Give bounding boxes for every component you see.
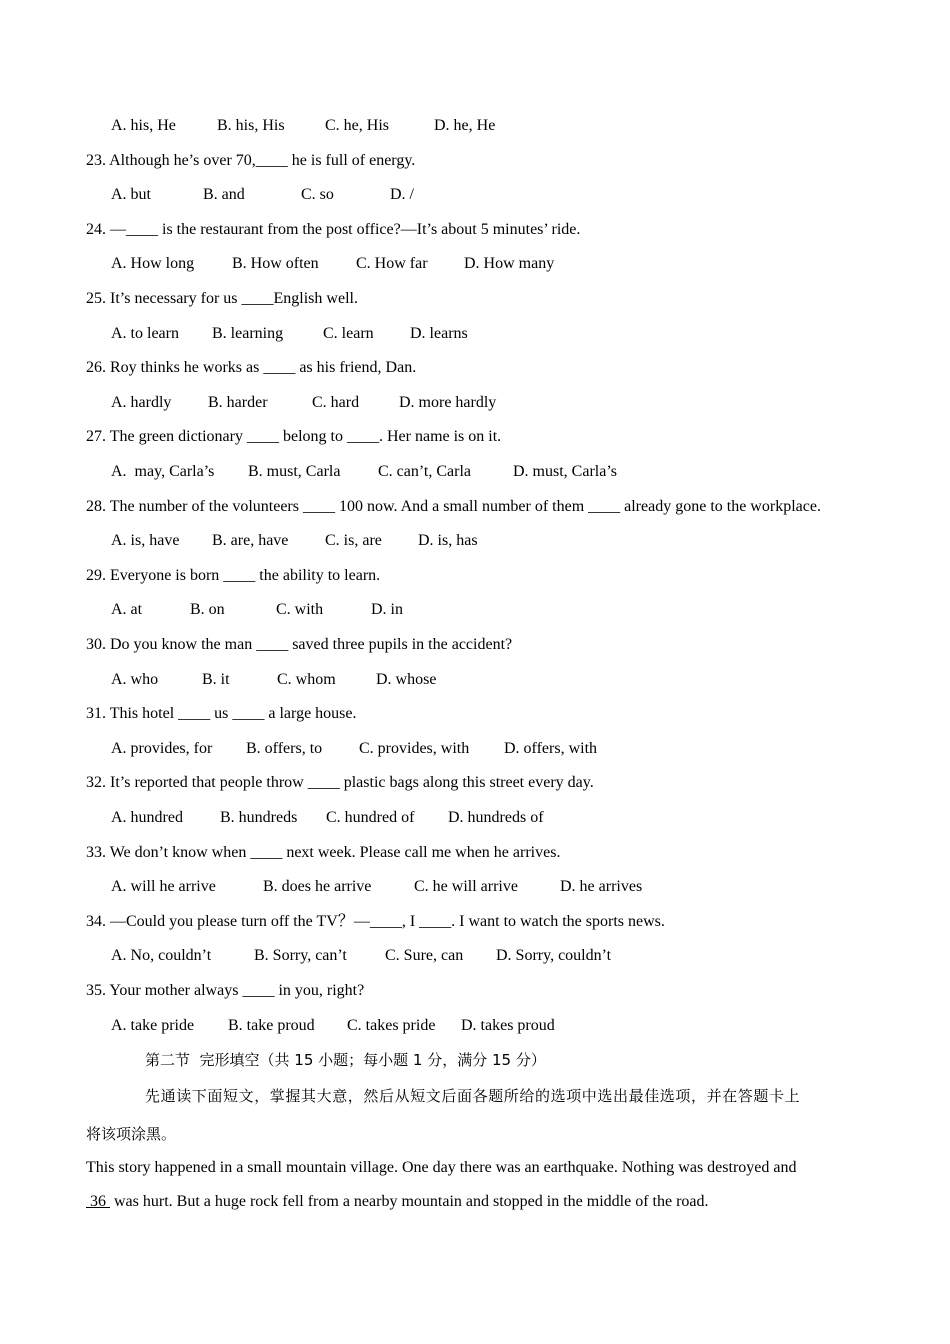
- option-c: C. so: [301, 186, 334, 204]
- option-c: C. Sure, can: [385, 947, 464, 965]
- option-d: D. hundreds of: [448, 809, 544, 826]
- option-b: B. hundreds: [220, 809, 298, 826]
- option-b: B. his, His: [217, 117, 285, 134]
- option-a: A. will he arrive: [111, 878, 216, 896]
- option-c: C. hard: [312, 393, 360, 411]
- passage-line-2-text: was hurt. But a huge rock fell from a nearby mountain and stopped in the middle of the road.: [110, 1193, 709, 1210]
- question-33: 33. We don’t know when ____ next week. Please call me when he arrives.: [86, 843, 561, 861]
- option-b: B. harder: [208, 393, 268, 411]
- option-c: C. with: [276, 601, 324, 619]
- option-d: D. must, Carla’s: [513, 463, 617, 480]
- option-c: C. takes pride: [347, 1016, 436, 1034]
- question-26: 26. Roy thinks he works as ____ as his friend, Dan.: [86, 359, 417, 377]
- option-d: D. in: [371, 601, 403, 619]
- option-d: D. he arrives: [560, 878, 643, 896]
- instruction-line-1: 先通读下面短文，掌握其大意，然后从短文后面各题所给的选项中选出最佳选项，并在答题卡上: [145, 1087, 801, 1105]
- option-a: A. his, He: [111, 117, 176, 134]
- option-a: A. to learn: [111, 324, 179, 342]
- option-d: D. /: [390, 186, 414, 204]
- option-d: D. Sorry, couldn’t: [496, 947, 612, 965]
- option-a: A. How long: [111, 255, 195, 273]
- option-b: B. How often: [232, 255, 319, 273]
- option-b: B. on: [190, 601, 225, 619]
- blank-36: 36: [86, 1193, 110, 1210]
- option-a: A. at: [111, 601, 143, 619]
- option-c: C. learn: [323, 324, 374, 342]
- option-b: B. must, Carla: [248, 463, 341, 480]
- instruction-line-2: 将该项涂黑。: [86, 1125, 177, 1143]
- option-b: B. offers, to: [246, 739, 323, 757]
- question-25: 25. It’s necessary for us ____English well.: [86, 290, 358, 307]
- option-b: B. are, have: [212, 532, 289, 550]
- option-c: C. whom: [277, 670, 336, 688]
- option-b: B. take proud: [228, 1016, 315, 1034]
- option-a: A. may, Carla’s: [111, 463, 215, 480]
- question-32: 32. It’s reported that people throw ____ plastic bags along this street every day.: [86, 774, 594, 792]
- option-b: B. does he arrive: [263, 878, 372, 896]
- option-c: C. provides, with: [359, 739, 470, 757]
- option-d: D. learns: [410, 324, 468, 342]
- option-a: A. take pride: [111, 1016, 195, 1034]
- option-d: D. takes proud: [461, 1016, 555, 1034]
- option-b: B. Sorry, can’t: [254, 947, 347, 965]
- question-23: 23. Although he’s over 70,____ he is full of energy.: [86, 151, 416, 169]
- option-b: B. learning: [212, 324, 284, 342]
- option-c: C. he will arrive: [414, 878, 518, 896]
- option-d: D. whose: [376, 670, 437, 688]
- question-31: 31. This hotel ____ us ____ a large house.: [86, 705, 357, 723]
- question-29: 29. Everyone is born ____ the ability to learn.: [86, 566, 381, 584]
- option-a: A. hardly: [111, 393, 172, 411]
- section-title: 第二节 完形填空（共 15 小题；每小题 1 分，满分 15 分）: [145, 1051, 546, 1069]
- question-30: 30. Do you know the man ____ saved three pupils in the accident?: [86, 636, 513, 653]
- option-c: C. is, are: [325, 532, 382, 550]
- question-28: 28. The number of the volunteers ____ 100 now. And a small number of them ____ already gone to the workplace.: [86, 497, 821, 515]
- option-d: D. he, He: [434, 117, 496, 134]
- option-d: D. offers, with: [504, 739, 598, 757]
- option-a: A. who: [111, 670, 159, 688]
- passage-line-1: This story happened in a small mountain village. One day there was an earthquake. Nothing was destroyed and: [86, 1159, 797, 1176]
- option-a: A. hundred: [111, 809, 183, 826]
- option-c: C. he, His: [325, 117, 389, 134]
- option-b: B. and: [203, 186, 245, 204]
- option-d: D. How many: [464, 255, 555, 273]
- option-a: A. No, couldn’t: [111, 947, 212, 965]
- option-c: C. hundred of: [326, 809, 415, 826]
- question-34: 34. —Could you please turn off the TV？—____, I ____. I want to watch the sports news.: [86, 912, 665, 930]
- option-d: D. more hardly: [399, 393, 497, 411]
- option-b: B. it: [202, 670, 230, 688]
- question-27: 27. The green dictionary ____ belong to ____. Her name is on it.: [86, 428, 502, 446]
- option-a: A. provides, for: [111, 739, 213, 757]
- option-c: C. How far: [356, 255, 428, 273]
- option-a: A. but: [111, 186, 151, 204]
- option-a: A. is, have: [111, 532, 180, 550]
- passage-line-2: [86, 1192, 709, 1212]
- question-24: 24. —____ is the restaurant from the post office?—It’s about 5 minutes’ ride.: [86, 220, 581, 238]
- option-c: C. can’t, Carla: [378, 463, 472, 480]
- question-35: 35. Your mother always ____ in you, right?: [86, 982, 365, 999]
- option-d: D. is, has: [418, 532, 478, 550]
